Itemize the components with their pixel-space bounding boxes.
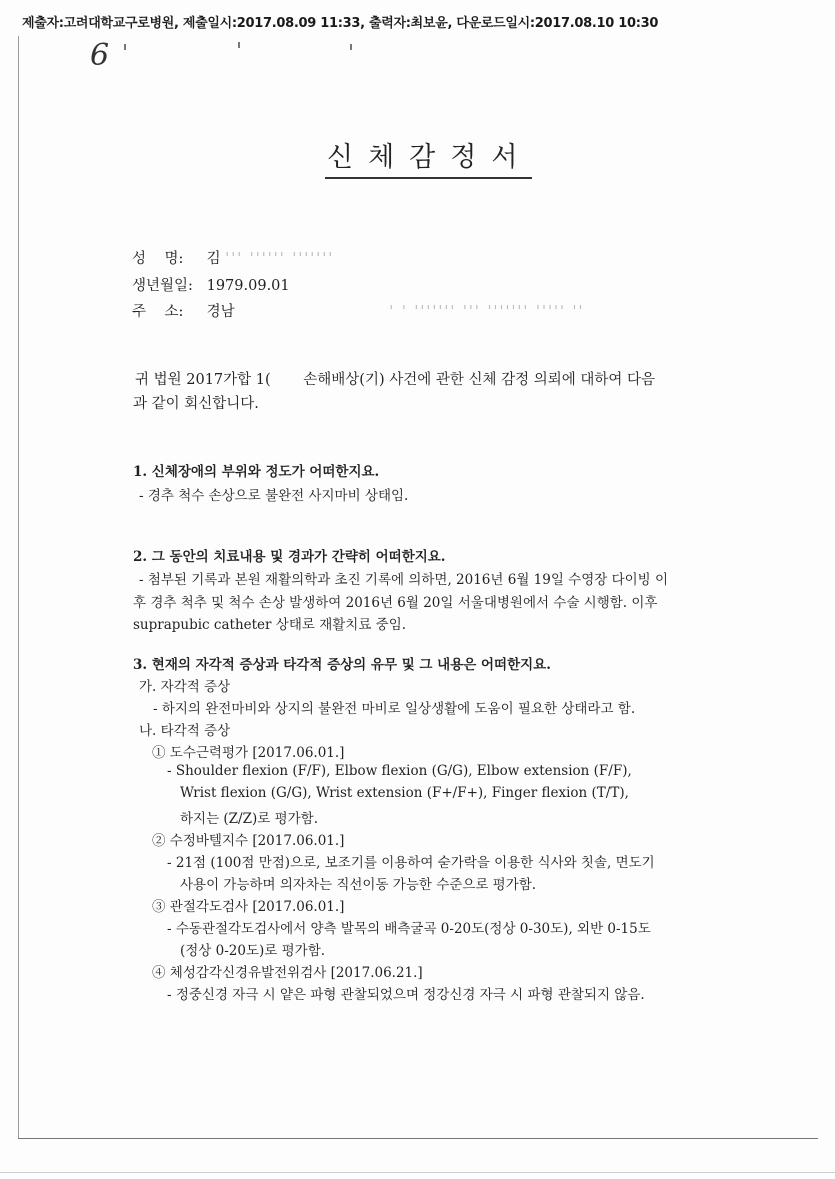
subject-address <box>132 300 585 321</box>
test-1-line-1: - Shoulder flexion (F/F), Elbow flexion (G/G), Elbow extension (F/F), <box>167 763 632 779</box>
intro-line-1a: 귀 법원 2017가합 1( <box>135 372 271 388</box>
address-redacted: ' ' ''''''' ''' ''''''' ''''' '' <box>389 304 585 320</box>
test-4-title: ④ 체성감각신경유발전위검사 [2017.06.21.] <box>152 965 423 981</box>
test-1-line-3: 하지는 (Z/Z)로 평가함. <box>180 811 319 827</box>
test-4-line-1: - 정중신경 자극 시 얕은 파형 관찰되었으며 정강신경 자극 시 파형 관찰되지 않음. <box>167 987 645 1003</box>
birth-label: 생년월일: <box>132 278 193 294</box>
subject-name <box>132 247 334 268</box>
subjective-heading: 가. 자각적 증상 <box>139 679 231 695</box>
test-1-line-2: Wrist flexion (G/G), Wrist extension (F+/F+), Finger flexion (T/T), <box>180 785 629 801</box>
name-value: 김 <box>206 251 221 267</box>
test-3-title: ③ 관절각도검사 [2017.06.01.] <box>152 899 345 915</box>
test-2-line-2: 사용이 가능하며 의자차는 직선이동 가능한 수준으로 평가함. <box>180 877 537 893</box>
test-3-line-2: (정상 0-20도)로 평가함. <box>180 943 326 959</box>
intro-line-2: 과 같이 회신합니다. <box>133 396 259 412</box>
name-label: 성 명: <box>132 251 184 267</box>
address-value: 경남 <box>206 304 235 320</box>
section-1-title: 1. 신체장애의 부위와 정도가 어떠한지요. <box>133 464 380 480</box>
subjective-line-1: - 하지의 완전마비와 상지의 불완전 마비로 일상생활에 도움이 필요한 상태라고 함. <box>153 701 636 717</box>
address-label: 주 소: <box>132 304 184 320</box>
document-header: 제출자:고려대학교구로병원, 제출일시:2017.08.09 11:33, 출력자:최보윤, 다운로드일시:2017.08.10 10:30 <box>22 16 659 31</box>
scan-mark <box>124 44 126 50</box>
objective-heading: 나. 타각적 증상 <box>139 723 231 739</box>
section-2-line-2: 후 경추 척추 및 척수 손상 발생하여 2016년 6월 20일 서울대병원에서 수술 시행함. 이후 <box>133 595 658 611</box>
scan-mark <box>350 44 352 50</box>
subject-birth <box>132 274 290 295</box>
intro-line-1 <box>135 368 655 389</box>
section-2-line-1: - 첨부된 기록과 본원 재활의학과 초진 기록에 의하면, 2016년 6월 19일 수영장 다이빙 이 <box>139 572 669 588</box>
page-number: 6 <box>90 38 110 73</box>
test-2-line-1: - 21점 (100점 만점)으로, 보조기를 이용하여 숟가락을 이용한 식사와 칫솔, 면도기 <box>167 855 655 871</box>
section-3-title: 3. 현재의 자각적 증상과 타각적 증상의 유무 및 그 내용은 어떠한지요. <box>133 657 551 673</box>
section-1-line-1: - 경추 척수 손상으로 불완전 사지마비 상태임. <box>139 488 409 504</box>
test-1-title: ① 도수근력평가 [2017.06.01.] <box>152 745 345 761</box>
section-2-line-3: suprapubic catheter 상태로 재활치료 중임. <box>133 617 407 633</box>
scan-mark <box>238 42 240 48</box>
left-margin-rule <box>18 36 19 1138</box>
test-3-line-1: - 수동관절각도검사에서 양측 발목의 배측굴곡 0-20도(정상 0-30도), 외반 0-15도 <box>167 921 651 937</box>
bottom-margin-rule <box>18 1138 818 1139</box>
page-edge-rule <box>0 1172 835 1173</box>
intro-line-1b: 손해배상(기) 사건에 관한 신체 감정 의뢰에 대하여 다음 <box>303 372 655 388</box>
test-2-title: ② 수정바텔지수 [2017.06.01.] <box>152 833 345 849</box>
section-2-title: 2. 그 동안의 치료내용 및 경과가 간략히 어떠한지요. <box>133 549 446 565</box>
document-title: 신체감정서 <box>325 142 532 179</box>
birth-value: 1979.09.01 <box>206 278 290 294</box>
name-redacted: ''' '''''' ''''''' <box>225 251 335 267</box>
